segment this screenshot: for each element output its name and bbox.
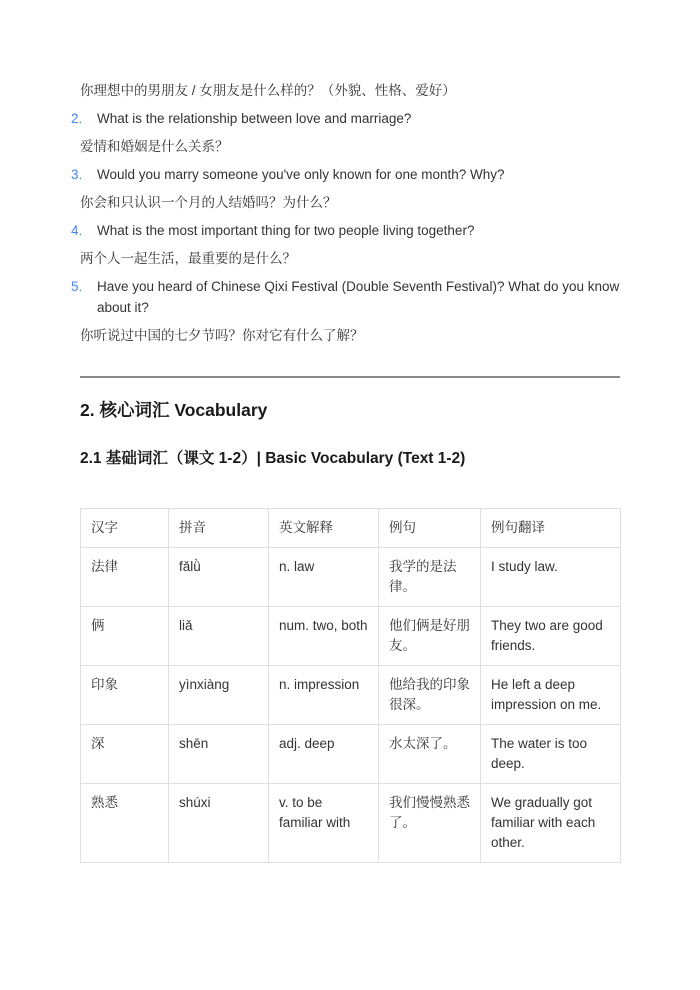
question-text: Would you marry someone you've only known for one month? Why? xyxy=(97,167,505,182)
cell-pinyin: shúxi xyxy=(169,784,269,863)
cell-hanzi: 俩 xyxy=(81,607,169,666)
cell-pinyin: shēn xyxy=(169,725,269,784)
question-item-3 xyxy=(71,164,620,185)
table-header-row xyxy=(81,509,621,548)
column-header-pinyin: 拼音 xyxy=(169,509,269,548)
question-text: What is the relationship between love and marriage? xyxy=(97,111,412,126)
question-text: Have you heard of Chinese Qixi Festival (Double Seventh Festival)? What do you know about it? xyxy=(97,279,620,315)
cell-english-def: v. to be familiar with xyxy=(269,784,379,863)
subsection-heading: 2.1 基础词汇（课文 1-2）| Basic Vocabulary (Text 1-2) xyxy=(80,450,466,467)
cell-english-def: num. two, both xyxy=(269,607,379,666)
question-translation-zh: 你理想中的男朋友 / 女朋友是什么样的？（外貌、性格、爱好） xyxy=(80,83,456,98)
vocabulary-table xyxy=(80,508,621,863)
question-translation-zh: 爱情和婚姻是什么关系？ xyxy=(80,139,229,154)
question-translation-zh: 你听说过中国的七夕节吗？你对它有什么了解？ xyxy=(80,328,364,343)
question-number: 2. xyxy=(71,111,83,126)
cell-example-translation: I study law. xyxy=(481,548,621,607)
cell-hanzi: 印象 xyxy=(81,666,169,725)
cell-hanzi: 熟悉 xyxy=(81,784,169,863)
cell-pinyin: yìnxiàng xyxy=(169,666,269,725)
column-header-example-translation: 例句翻译 xyxy=(481,509,621,548)
cell-english-def: n. law xyxy=(269,548,379,607)
cell-example: 他们俩是好朋友。 xyxy=(379,607,481,666)
question-item-5 xyxy=(71,276,620,318)
cell-pinyin: liǎ xyxy=(169,607,269,666)
table-row-yinxiang xyxy=(81,666,621,725)
cell-example-translation: The water is too deep. xyxy=(481,725,621,784)
cell-pinyin: fǎlǜ xyxy=(169,548,269,607)
question-number: 5. xyxy=(71,279,83,294)
question-text: What is the most important thing for two people living together? xyxy=(97,223,475,238)
cell-example: 我学的是法律。 xyxy=(379,548,481,607)
cell-example: 水太深了。 xyxy=(379,725,481,784)
section-divider xyxy=(80,376,620,378)
column-header-english-def: 英文解释 xyxy=(269,509,379,548)
table-row-shen xyxy=(81,725,621,784)
cell-english-def: adj. deep xyxy=(269,725,379,784)
question-translation-zh: 你会和只认识一个月的人结婚吗？为什么？ xyxy=(80,195,337,210)
question-item-2 xyxy=(71,108,620,129)
column-header-example: 例句 xyxy=(379,509,481,548)
table-row-falv xyxy=(81,548,621,607)
table-row-lia xyxy=(81,607,621,666)
question-number: 4. xyxy=(71,223,83,238)
cell-example-translation: They two are good friends. xyxy=(481,607,621,666)
cell-example-translation: We gradually got familiar with each other. xyxy=(481,784,621,863)
question-translation-zh: 两个人一起生活，最重要的是什么？ xyxy=(80,251,296,266)
cell-english-def: n. impression xyxy=(269,666,379,725)
cell-example-translation: He left a deep impression on me. xyxy=(481,666,621,725)
question-number: 3. xyxy=(71,167,83,182)
table-row-shuxi xyxy=(81,784,621,863)
cell-hanzi: 深 xyxy=(81,725,169,784)
cell-example: 我们慢慢熟悉了。 xyxy=(379,784,481,863)
cell-example: 他给我的印象很深。 xyxy=(379,666,481,725)
cell-hanzi: 法律 xyxy=(81,548,169,607)
column-header-hanzi: 汉字 xyxy=(81,509,169,548)
discussion-questions xyxy=(71,80,620,346)
section-heading: 2. 核心词汇 Vocabulary xyxy=(80,400,268,420)
question-item-4 xyxy=(71,220,620,241)
